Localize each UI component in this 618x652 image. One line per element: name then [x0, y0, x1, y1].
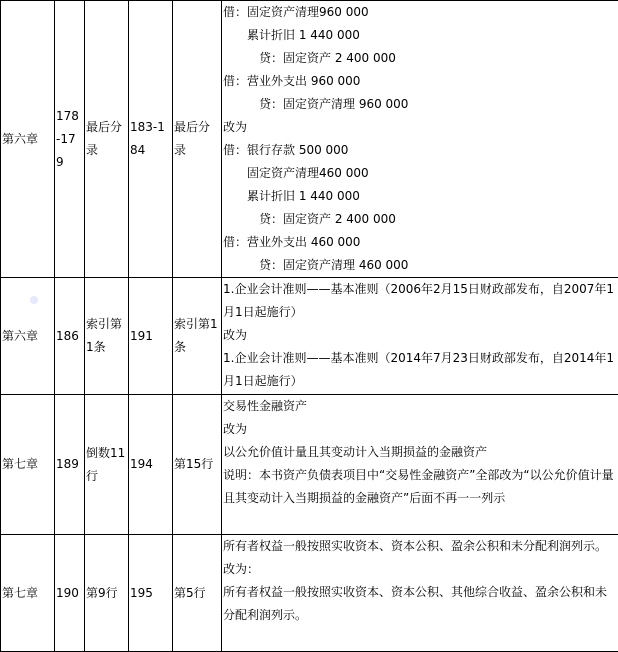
- chapter-cell: 第七章: [1, 395, 55, 535]
- table-row: [1, 278, 618, 395]
- table-row: [1, 1, 618, 278]
- entry-line: 说明：本书资产负债表项目中“交易性金融资产”全部改为“以公允价值计量且其变动计入当期损益的金融资产”后面不再一一列示: [223, 468, 614, 505]
- entry-line: 所有者权益一般按照实收资本、资本公积、盈余公积和未分配利润列示。: [223, 539, 608, 553]
- orig-page-cell: 186: [55, 278, 85, 395]
- new-page-cell: 195: [129, 535, 173, 652]
- new-location-cell: 索引第1条: [173, 278, 222, 395]
- entry-line: 改为：: [223, 562, 260, 576]
- entry-line: 贷：固定资产清理 960 000: [259, 97, 409, 111]
- table-row: [1, 535, 618, 652]
- entry-line: 贷：固定资产清理 460 000: [259, 258, 409, 272]
- table-row: [1, 395, 618, 535]
- orig-location-cell: 索引第1条: [85, 278, 129, 395]
- correction-cell: [222, 278, 618, 395]
- entry-line: 固定资产清理460 000: [247, 166, 369, 180]
- entry-line: 借：银行存款 500 000: [223, 143, 349, 157]
- entry-line: 贷：固定资产 2 400 000: [259, 51, 396, 65]
- entry-line: 交易性金融资产: [223, 399, 308, 413]
- entry-line: 改为: [223, 422, 248, 436]
- new-page-cell: 191: [129, 278, 173, 395]
- new-page-cell: 194: [129, 395, 173, 535]
- entry-line: 1.企业会计准则——基本准则（2006年2月15日财政部发布，自2007年1月1日起施行）: [223, 282, 615, 319]
- chapter-cell: 第七章: [1, 535, 55, 652]
- new-location-cell: 最后分录: [173, 1, 222, 278]
- new-location-cell: 第15行: [173, 395, 222, 535]
- faint-mark: [30, 296, 38, 304]
- orig-page-cell: 190: [55, 535, 85, 652]
- entry-line: 以公允价值计量且其变动计入当期损益的金融资产: [223, 445, 488, 459]
- orig-location-cell: 倒数11行: [85, 395, 129, 535]
- new-location-cell: 第5行: [173, 535, 222, 652]
- entry-line: 所有者权益一般按照实收资本、资本公积、其他综合收益、盈余公积和未分配利润列示。: [223, 585, 608, 622]
- entry-line: 改为: [223, 328, 248, 342]
- chapter-cell: 第六章: [1, 1, 55, 278]
- entry-line: 借：营业外支出 960 000: [223, 74, 361, 88]
- orig-page-cell: 178-179: [55, 1, 85, 278]
- entry-line: 1.企业会计准则——基本准则（2014年7月23日财政部发布，自2014年1月1日起施行）: [223, 351, 615, 388]
- correction-cell: [222, 395, 618, 535]
- entry-line: 累计折旧 1 440 000: [247, 189, 360, 203]
- orig-location-cell: 第9行: [85, 535, 129, 652]
- orig-page-cell: 189: [55, 395, 85, 535]
- orig-location-cell: 最后分录: [85, 1, 129, 278]
- correction-cell: [222, 535, 618, 652]
- entry-line: 贷：固定资产 2 400 000: [259, 212, 396, 226]
- new-page-cell: 183-184: [129, 1, 173, 278]
- entry-line: 累计折旧 1 440 000: [247, 28, 360, 42]
- chapter-cell: 第六章: [1, 278, 55, 395]
- entry-line: 借：固定资产清理960 000: [223, 5, 369, 19]
- correction-cell: [222, 1, 618, 278]
- entry-line: 改为: [223, 120, 248, 134]
- entry-line: 借：营业外支出 460 000: [223, 235, 361, 249]
